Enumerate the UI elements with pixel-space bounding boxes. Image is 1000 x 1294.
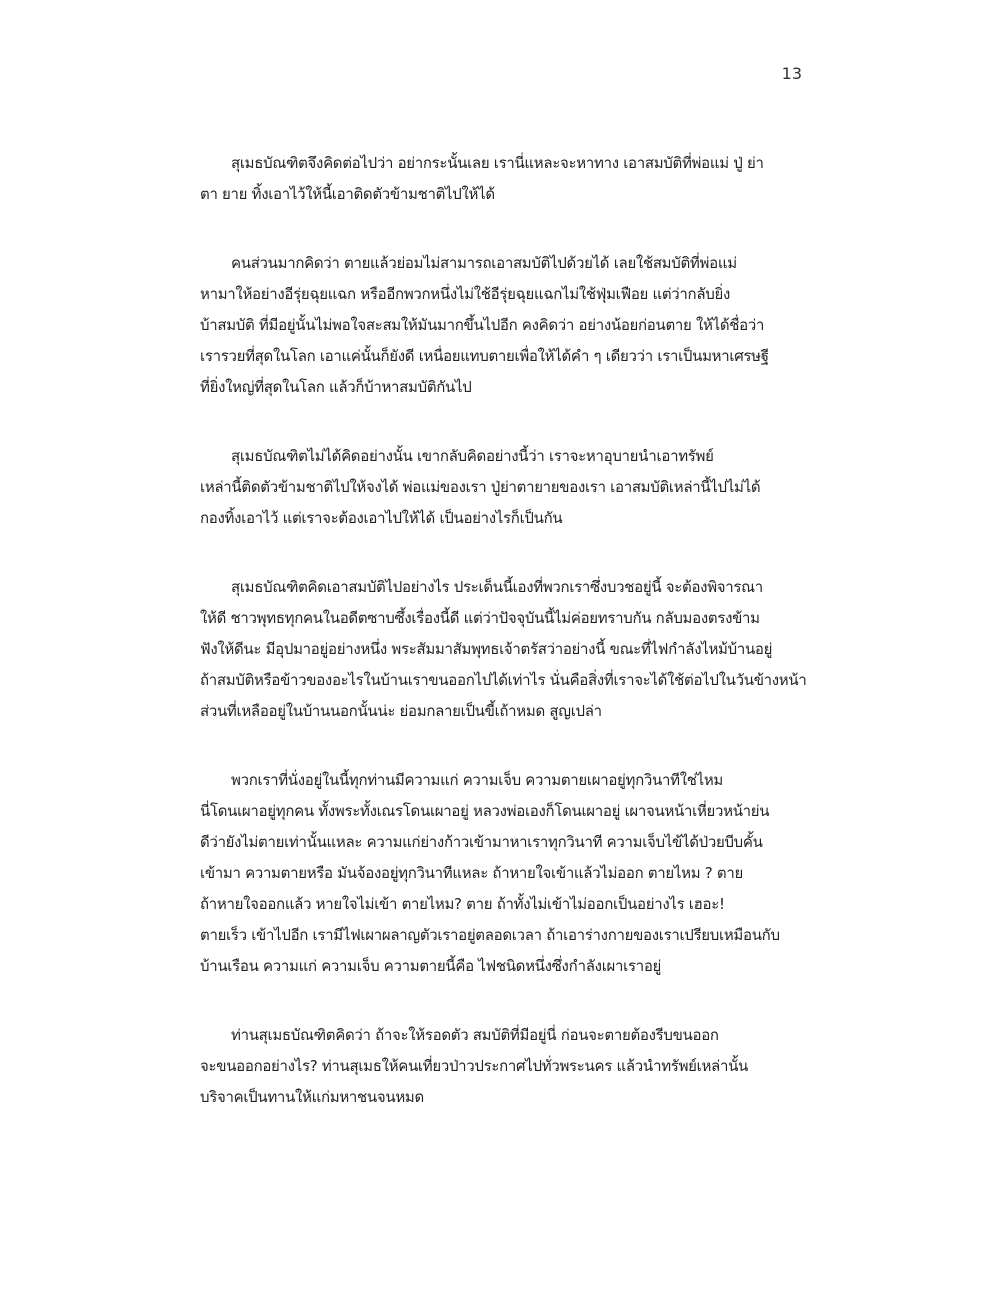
text-line: บริจาคเป็นทานให้แก่มหาชนจนหมด	[200, 1088, 424, 1106]
text-line: ส่วนที่เหลืออยู่ในบ้านนอกนั้นน่ะ ย่อมกลายเป็นขี้เถ้าหมด สูญเปล่า	[200, 702, 602, 720]
text-line: เรารวยที่สุดในโลก เอาแค่นั้นก็ยังดี เหนื่อยแทบตายเพื่อให้ได้คำ ๆ เดียวว่า เราเป็นมหาเศรษฐี	[200, 347, 769, 365]
text-line: เข้ามา ความตายหรือ มันจ้องอยู่ทุกวินาทีแหละ ถ้าหายใจเข้าแล้วไม่ออก ตายไหม ? ตาย	[200, 864, 743, 882]
text-line: สุเมธบัณฑิตจึงคิดต่อไปว่า อย่ากระนั้นเลย เรานี่แหละจะหาทาง เอาสมบัติที่พ่อแม่ ปู่ ย่า	[231, 154, 764, 172]
text-line: ตายเร็ว เข้าไปอีก เรามีไฟเผาผลาญตัวเราอยู่ตลอดเวลา ถ้าเอาร่างกายของเราเปรียบเหมือนกับ	[200, 926, 780, 944]
text-line: เหล่านี้ติดตัวข้ามชาติไปให้จงได้ พ่อแม่ของเรา ปู่ย่าตายายของเรา เอาสมบัติเหล่านี้ไปไม่ได้	[200, 478, 761, 496]
text-line: คนส่วนมากคิดว่า ตายแล้วย่อมไม่สามารถเอาสมบัติไปด้วยได้ เลยใช้สมบัติที่พ่อแม่	[231, 254, 737, 272]
text-line: สุเมธบัณฑิตไม่ได้คิดอย่างนั้น เขากลับคิดอย่างนี้ว่า เราจะหาอุบายนำเอาทรัพย์	[231, 447, 714, 465]
paragraph	[200, 248, 806, 403]
text-line: กองทิ้งเอาไว้ แต่เราจะต้องเอาไปให้ได้ เป็นอย่างไรก็เป็นกัน	[200, 509, 563, 527]
text-line: ที่ยิ่งใหญ่ที่สุดในโลก แล้วก็บ้าหาสมบัติกันไป	[200, 378, 472, 396]
paragraph	[200, 441, 806, 534]
text-line: พวกเราที่นั่งอยู่ในนี้ทุกท่านมีความแก่ ความเจ็บ ความตายเผาอยู่ทุกวินาทีใช่ไหม	[231, 771, 724, 789]
text-line: ท่านสุเมธบัณฑิตคิดว่า ถ้าจะให้รอดตัว สมบัติที่มีอยู่นี่ ก่อนจะตายต้องรีบขนออก	[231, 1026, 719, 1044]
text-line: ฟังให้ดีนะ มีอุปมาอยู่อย่างหนึ่ง พระสัมมาสัมพุทธเจ้าตรัสว่าอย่างนี้ ขณะที่ไฟกำลังไหม้บ้านอยู่	[200, 640, 773, 658]
text-line: นี่โดนเผาอยู่ทุกคน ทั้งพระทั้งเณรโดนเผาอยู่ หลวงพ่อเองก็โดนเผาอยู่ เผาจนหน้าเหี่ยวหน้าย่น	[200, 802, 770, 820]
text-line: ให้ดี ชาวพุทธทุกคนในอดีตซาบซึ้งเรื่องนี้ดี แต่ว่าปัจจุบันนี้ไม่ค่อยทราบกัน กลับมองตรงข้าม	[200, 609, 760, 627]
text-line: บ้านเรือน ความแก่ ความเจ็บ ความตายนี้คือ ไฟชนิดหนึ่งซึ่งกำลังเผาเราอยู่	[200, 957, 662, 975]
paragraph	[200, 1020, 806, 1113]
text-line: จะขนออกอย่างไร? ท่านสุเมธให้คนเที่ยวป่าวประกาศไปทั่วพระนคร แล้วนำทรัพย์เหล่านั้น	[200, 1057, 748, 1075]
document-body	[200, 148, 806, 1151]
paragraph	[200, 572, 806, 727]
page-number: 13	[781, 64, 802, 83]
text-line: ตา ยาย ทิ้งเอาไว้ให้นี้เอาติดตัวข้ามชาติไปให้ได้	[200, 185, 495, 203]
paragraph	[200, 765, 806, 982]
text-line: หามาให้อย่างอีรุ่ยฉุยแฉก หรืออีกพวกหนึ่งไม่ใช้อีรุ่ยฉุยแฉกไม่ใช้ฟุ่มเฟือย แต่ว่ากลับยิ่ง	[200, 285, 730, 303]
paragraph	[200, 148, 806, 210]
text-line: ถ้าหายใจออกแล้ว หายใจไม่เข้า ตายไหม? ตาย ถ้าทั้งไม่เข้าไม่ออกเป็นอย่างไร เฮอะ!	[200, 895, 725, 913]
text-line: ถ้าสมบัติหรือข้าวของอะไรในบ้านเราขนออกไปได้เท่าไร นั่นคือสิ่งที่เราจะได้ใช้ต่อไปในวันข้างหน้า	[200, 671, 807, 689]
text-line: สุเมธบัณฑิตคิดเอาสมบัติไปอย่างไร ประเด็นนี้เองที่พวกเราซึ่งบวชอยู่นี้ จะต้องพิจารณา	[231, 578, 763, 596]
text-line: ดีว่ายังไม่ตายเท่านั้นแหละ ความแก่ย่างก้าวเข้ามาหาเราทุกวินาที ความเจ็บไข้ได้ป่วยบีบคั้น	[200, 833, 763, 851]
text-line: บ้าสมบัติ ที่มีอยู่นั้นไม่พอใจสะสมให้มันมากขึ้นไปอีก คงคิดว่า อย่างน้อยก่อนตาย ให้ได้ชื่อว่า	[200, 316, 765, 334]
